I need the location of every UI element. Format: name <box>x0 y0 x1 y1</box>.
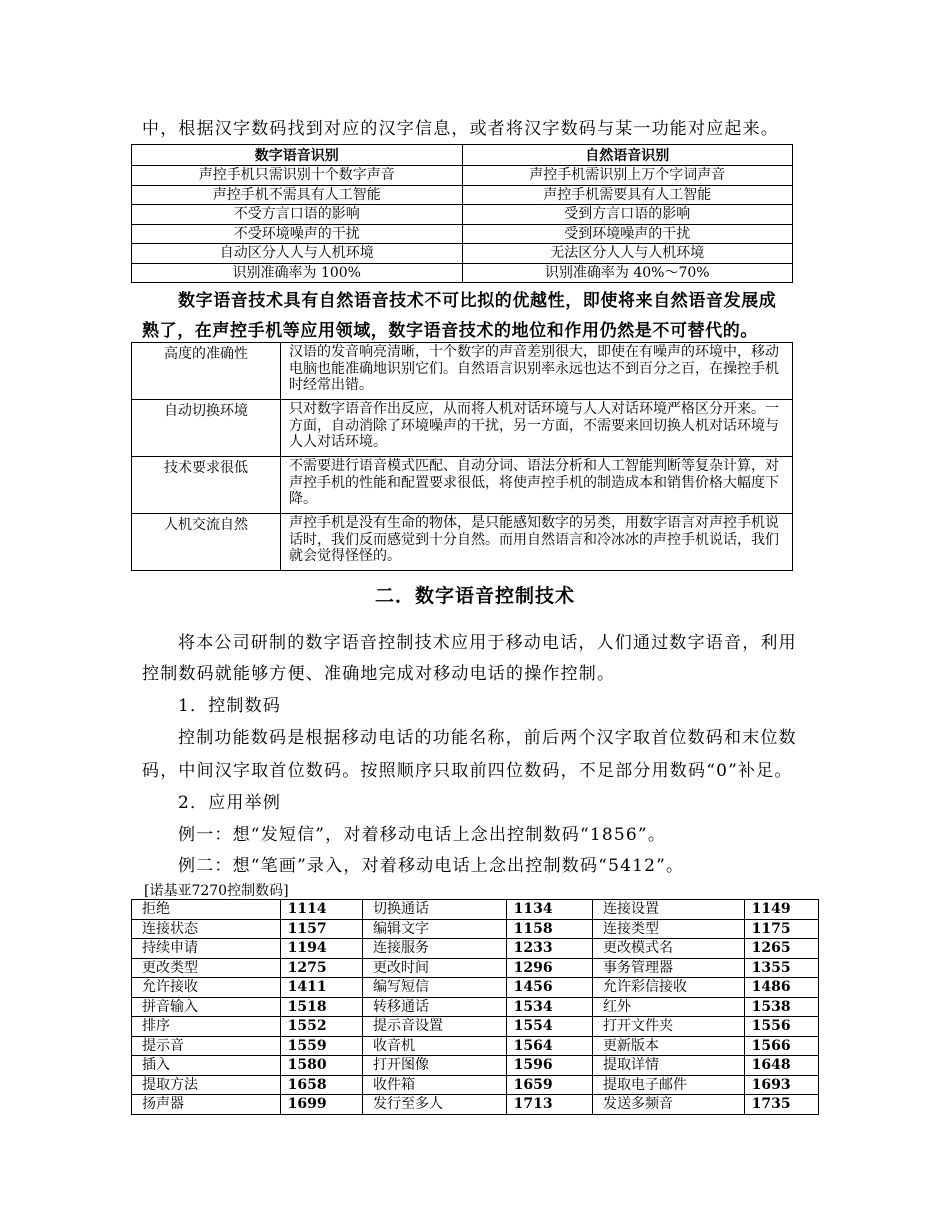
list-item-control-code: 1．控制数码 <box>178 696 282 716</box>
bold-paragraph-line1: 数字语音技术具有自然语音技术不可比拟的优越性，即使将来自然语音发展成 <box>178 291 777 311</box>
table-row <box>132 900 819 920</box>
bold-paragraph-line2: 熟了，在声控手机等应用领域，数字语音技术的地位和作用仍然是不可替代的。 <box>142 321 758 341</box>
function-code: 1518 <box>280 997 362 1017</box>
function-name: 扬声器 <box>132 1095 281 1115</box>
function-name: 提取电子邮件 <box>593 1075 745 1095</box>
intro-line: 中，根据汉字数码找到对应的汉字信息，或者将汉字数码与某一功能对应起来。 <box>142 119 779 139</box>
table-row <box>132 514 793 571</box>
function-code: 1534 <box>506 997 592 1017</box>
advantage-text: 只对数字语音作出反应，从而将人机对话环境与人人对话环境严格区分开来。一方面，自动消除了环境噪声的干扰，另一方面，不需要来回切换人机对话环境与人人对话环境。 <box>281 400 793 457</box>
function-name: 提示音 <box>132 1036 281 1056</box>
list-item-examples: 2．应用举例 <box>178 793 282 813</box>
function-code: 1659 <box>506 1075 592 1095</box>
comparison-header-digital: 数字语音识别 <box>132 145 463 166</box>
table-row <box>132 958 819 978</box>
comparison-cell: 声控手机需要具有人工智能 <box>462 185 793 205</box>
function-name: 打开文件夹 <box>593 1017 745 1037</box>
function-code: 1355 <box>744 958 818 978</box>
table-row <box>132 205 793 225</box>
comparison-cell: 识别准确率为 100% <box>132 263 463 283</box>
function-name: 发送多频音 <box>593 1095 745 1115</box>
table-row <box>132 1075 819 1095</box>
function-name: 转移通话 <box>363 997 507 1017</box>
comparison-header-natural: 自然语音识别 <box>462 145 793 166</box>
advantage-text: 汉语的发音响亮清晰，十个数字的声音差别很大，即使在有噪声的环境中，移动电脑也能准确地识别它们。自然语言识别率永远也达不到百分之百，在操控手机时经常出错。 <box>281 343 793 400</box>
function-name: 提示音设置 <box>363 1017 507 1037</box>
function-code: 1265 <box>744 939 818 959</box>
function-name: 连接服务 <box>363 939 507 959</box>
advantage-label: 技术要求很低 <box>132 457 281 514</box>
function-name: 允许彩信接收 <box>593 978 745 998</box>
table-row <box>132 939 819 959</box>
function-name: 更改模式名 <box>593 939 745 959</box>
function-name: 更改时间 <box>363 958 507 978</box>
table-row <box>132 400 793 457</box>
codes-caption: [诺基亚7270控制数码] <box>144 883 289 899</box>
function-code: 1175 <box>744 919 818 939</box>
function-code: 1713 <box>506 1095 592 1115</box>
table-row <box>132 185 793 205</box>
function-name: 切换通话 <box>363 900 507 920</box>
function-code: 1149 <box>744 900 818 920</box>
table-row <box>132 1095 819 1115</box>
advantage-text: 不需要进行语音模式匹配、自动分词、语法分析和人工智能判断等复杂计算，对声控手机的性能和配置要求很低，将使声控手机的制造成本和销售价格大幅度下降。 <box>281 457 793 514</box>
function-name: 提取详情 <box>593 1056 745 1076</box>
comparison-cell: 受到方言口语的影响 <box>462 205 793 225</box>
advantage-label: 高度的准确性 <box>132 343 281 400</box>
comparison-cell: 不受环境噪声的干扰 <box>132 224 463 244</box>
function-code: 1456 <box>506 978 592 998</box>
table-row <box>132 1036 819 1056</box>
function-code: 1275 <box>280 958 362 978</box>
function-name: 拼音输入 <box>132 997 281 1017</box>
function-code: 1296 <box>506 958 592 978</box>
function-name: 允许接收 <box>132 978 281 998</box>
function-name: 收音机 <box>363 1036 507 1056</box>
section-paragraph2-line2: 码，中间汉字取首位数码。按照顺序只取前四位数码，不足部分用数码“0”补足。 <box>142 761 793 781</box>
function-name: 更改类型 <box>132 958 281 978</box>
function-code: 1693 <box>744 1075 818 1095</box>
function-name: 连接类型 <box>593 919 745 939</box>
example-two: 例二：想“笔画”录入，对着移动电话上念出控制数码“5412”。 <box>178 856 685 876</box>
function-name: 提取方法 <box>132 1075 281 1095</box>
function-code: 1648 <box>744 1056 818 1076</box>
comparison-header-row <box>132 145 793 166</box>
function-code: 1233 <box>506 939 592 959</box>
table-row <box>132 1056 819 1076</box>
function-name: 拒绝 <box>132 900 281 920</box>
section-paragraph1-line1: 将本公司研制的数字语音控制技术应用于移动电话，人们通过数字语音，利用 <box>178 633 797 653</box>
function-code: 1580 <box>280 1056 362 1076</box>
function-code: 1699 <box>280 1095 362 1115</box>
section-paragraph2-line1: 控制功能数码是根据移动电话的功能名称，前后两个汉字取首位数码和末位数 <box>178 728 797 748</box>
function-code: 1538 <box>744 997 818 1017</box>
function-name: 发行至多人 <box>363 1095 507 1115</box>
function-name: 收件箱 <box>363 1075 507 1095</box>
comparison-cell: 不受方言口语的影响 <box>132 205 463 225</box>
table-row <box>132 244 793 264</box>
example-one: 例一：想“发短信”，对着移动电话上念出控制数码“1856”。 <box>178 825 667 845</box>
function-name: 排序 <box>132 1017 281 1037</box>
comparison-cell: 声控手机只需识别十个数字声音 <box>132 166 463 186</box>
function-name: 连接设置 <box>593 900 745 920</box>
comparison-cell: 无法区分人人与人机环境 <box>462 244 793 264</box>
function-name: 连接状态 <box>132 919 281 939</box>
function-name: 红外 <box>593 997 745 1017</box>
function-name: 更新版本 <box>593 1036 745 1056</box>
function-code: 1411 <box>280 978 362 998</box>
function-code: 1114 <box>280 900 362 920</box>
control-codes-table <box>131 899 819 1115</box>
table-row <box>132 919 819 939</box>
function-code: 1658 <box>280 1075 362 1095</box>
function-code: 1158 <box>506 919 592 939</box>
comparison-table <box>131 144 793 283</box>
function-code: 1194 <box>280 939 362 959</box>
function-code: 1552 <box>280 1017 362 1037</box>
table-row <box>132 263 793 283</box>
function-code: 1554 <box>506 1017 592 1037</box>
table-row <box>132 1017 819 1037</box>
function-code: 1735 <box>744 1095 818 1115</box>
function-code: 1559 <box>280 1036 362 1056</box>
function-code: 1486 <box>744 978 818 998</box>
advantage-label: 人机交流自然 <box>132 514 281 571</box>
section-paragraph1-line2: 控制数码就能够方便、准确地完成对移动电话的操作控制。 <box>142 664 616 684</box>
function-name: 编辑文字 <box>363 919 507 939</box>
function-name: 打开图像 <box>363 1056 507 1076</box>
function-name: 事务管理器 <box>593 958 745 978</box>
comparison-cell: 声控手机需识别上万个字词声音 <box>462 166 793 186</box>
function-code: 1134 <box>506 900 592 920</box>
function-name: 编写短信 <box>363 978 507 998</box>
table-row <box>132 343 793 400</box>
function-name: 持续申请 <box>132 939 281 959</box>
table-row <box>132 457 793 514</box>
advantage-label: 自动切换环境 <box>132 400 281 457</box>
comparison-cell: 自动区分人人与人机环境 <box>132 244 463 264</box>
table-row <box>132 224 793 244</box>
function-code: 1566 <box>744 1036 818 1056</box>
comparison-cell: 受到环境噪声的干扰 <box>462 224 793 244</box>
function-name: 插入 <box>132 1056 281 1076</box>
function-code: 1157 <box>280 919 362 939</box>
function-code: 1564 <box>506 1036 592 1056</box>
comparison-cell: 声控手机不需具有人工智能 <box>132 185 463 205</box>
section-heading: 二．数字语音控制技术 <box>374 585 575 607</box>
advantage-text: 声控手机是没有生命的物体，是只能感知数字的另类，用数字语言对声控手机说话时，我们反而感觉到十分自然。而用自然语言和冷冰冰的声控手机说话，我们就会觉得怪怪的。 <box>281 514 793 571</box>
comparison-cell: 识别准确率为 40%～70% <box>462 263 793 283</box>
advantages-table <box>131 342 793 571</box>
function-code: 1596 <box>506 1056 592 1076</box>
table-row <box>132 978 819 998</box>
table-row <box>132 166 793 186</box>
function-code: 1556 <box>744 1017 818 1037</box>
table-row <box>132 997 819 1017</box>
